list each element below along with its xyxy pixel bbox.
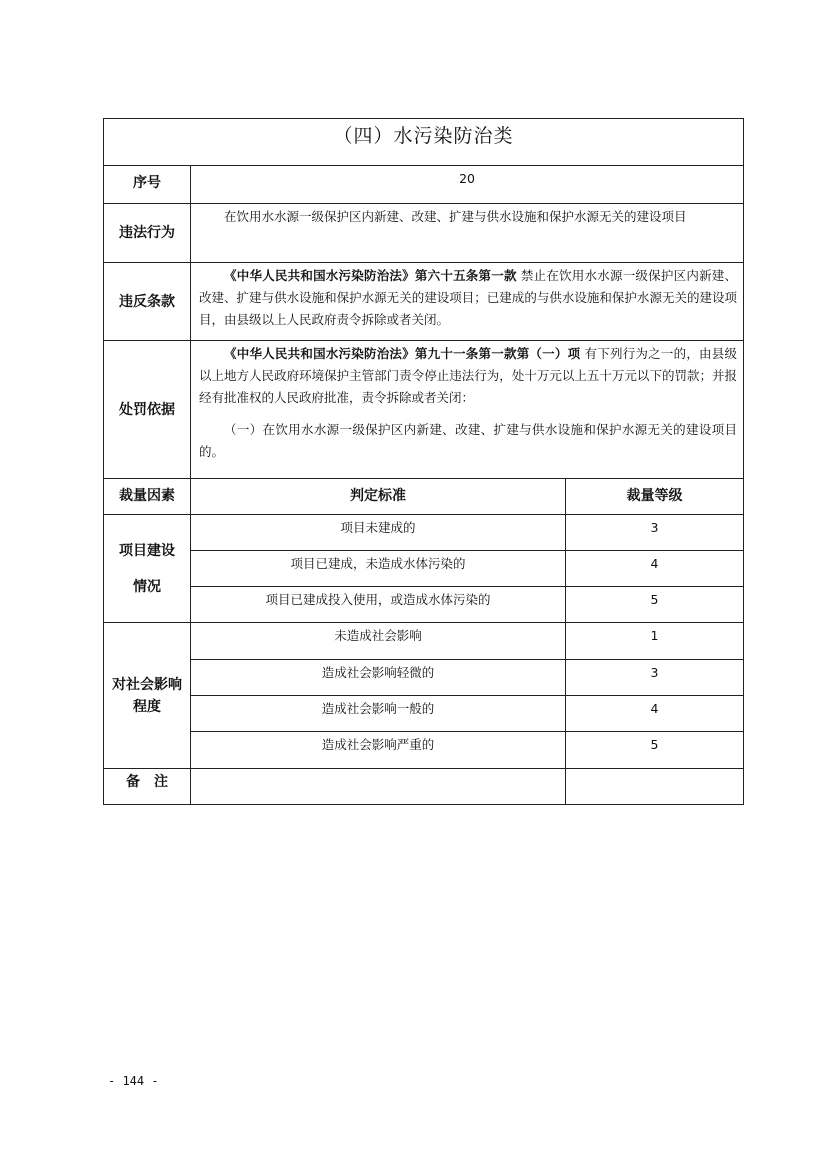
penalty-cell [191, 341, 744, 479]
level-header: 裁量等级 [566, 479, 744, 515]
level: 5 [566, 587, 744, 623]
remark-cell-2 [566, 769, 744, 805]
penalty-law: 《中华人民共和国水污染防治法》第九十一条第一款第（一）项 [224, 346, 581, 361]
criterion: 造成社会影响严重的 [191, 732, 566, 769]
factor-group-label [104, 515, 191, 623]
level: 4 [566, 696, 744, 732]
penalty-table [103, 118, 744, 805]
factor-group-label [104, 623, 191, 769]
criterion: 未造成社会影响 [191, 623, 566, 660]
criterion: 项目已建成，未造成水体污染的 [191, 551, 566, 587]
remark-cell [191, 769, 566, 805]
factor-group-text: 对社会影响程度 [111, 676, 182, 715]
factor-group-text: 项目建设情况 [118, 542, 175, 595]
criterion: 造成社会影响轻微的 [191, 660, 566, 696]
level: 3 [566, 515, 744, 551]
criterion: 项目未建成的 [191, 515, 566, 551]
clause-law: 《中华人民共和国水污染防治法》第六十五条第一款 [224, 268, 517, 283]
criterion: 项目已建成投入使用，或造成水体污染的 [191, 587, 566, 623]
table-title: （四）水污染防治类 [104, 119, 744, 166]
remark-label: 备 注 [104, 769, 191, 805]
level: 5 [566, 732, 744, 769]
penalty-item: （一）在饮用水水源一级保护区内新建、改建、扩建与供水设施和保护水源无关的建设项目的。 [199, 422, 738, 459]
level: 4 [566, 551, 744, 587]
level: 3 [566, 660, 744, 696]
penalty-text: 有下列行为之一的，由县级以上地方人民政府环境保护主管部门责令停止违法行为，处十万元以上五十万元以下的罚款；并报经有批准权的人民政府批准，责令拆除或者关闭： [199, 346, 738, 405]
seq-value: 20 [191, 166, 744, 204]
criterion-header: 判定标准 [191, 479, 566, 515]
level: 1 [566, 623, 744, 660]
clause-label: 违反条款 [104, 263, 191, 341]
penalty-label: 处罚依据 [104, 341, 191, 479]
act-label: 违法行为 [104, 204, 191, 263]
clause-text: 禁止在饮用水水源一级保护区内新建、改建、扩建与供水设施和保护水源无关的建设项目；已建成的与供水设施和保护水源无关的建设项目，由县级以上人民政府责令拆除或者关闭。 [199, 268, 738, 327]
seq-label: 序号 [104, 166, 191, 204]
clause-cell [191, 263, 744, 341]
act-text: 在饮用水水源一级保护区内新建、改建、扩建与供水设施和保护水源无关的建设项目 [191, 204, 744, 263]
criterion: 造成社会影响一般的 [191, 696, 566, 732]
factor-header: 裁量因素 [104, 479, 191, 515]
page-number: - 144 - [108, 1074, 159, 1088]
